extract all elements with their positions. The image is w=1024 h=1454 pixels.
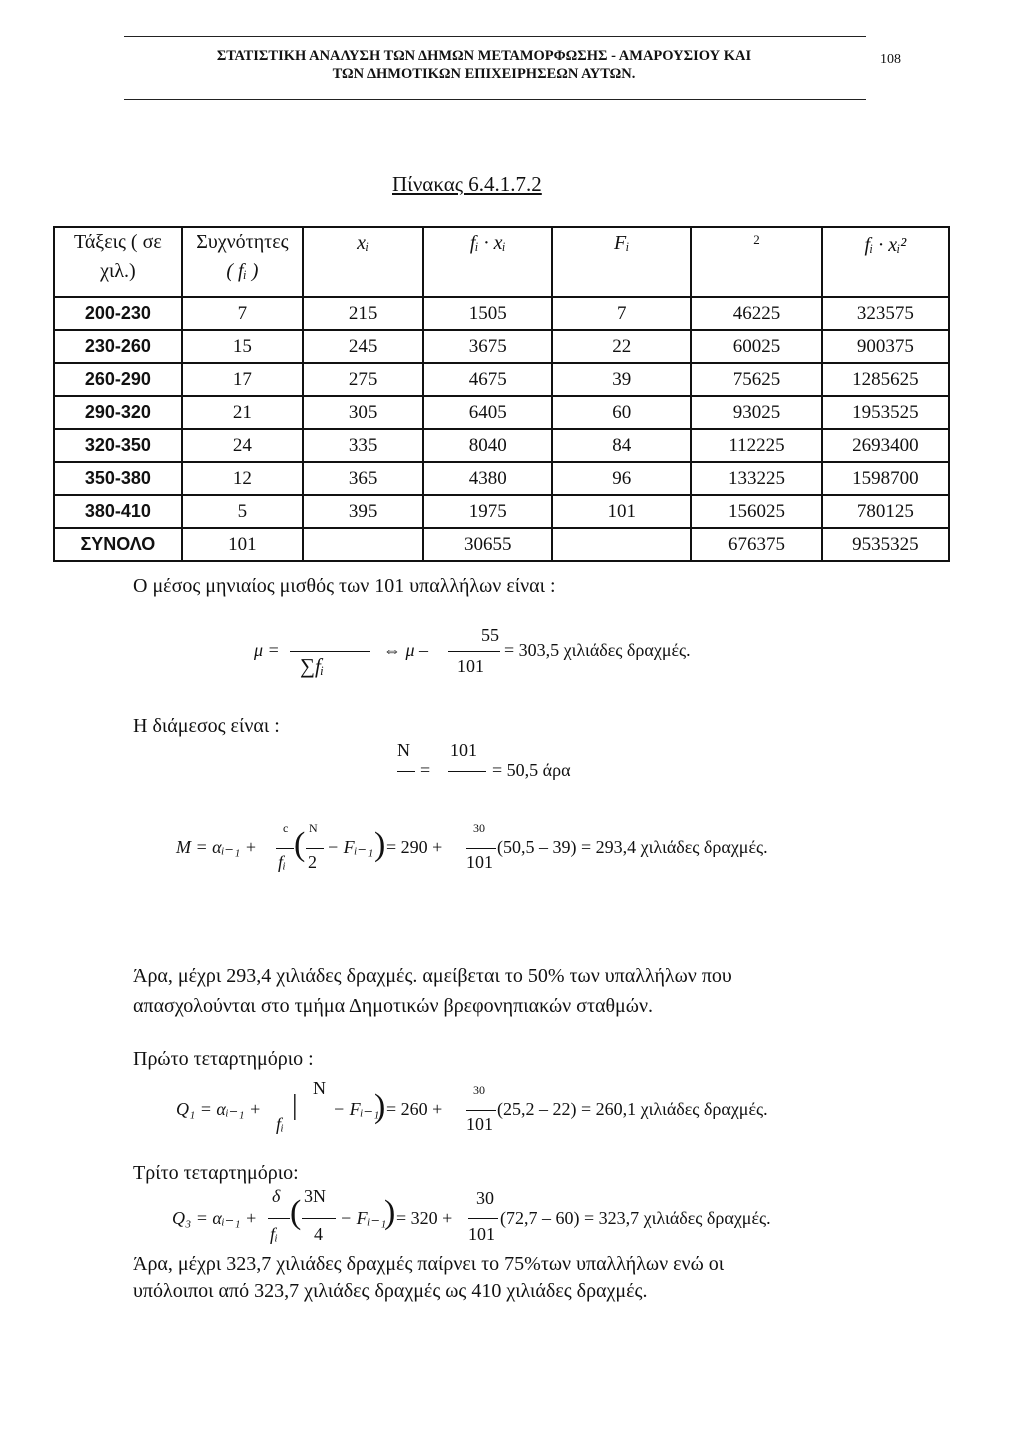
row-fx: 4675 (423, 363, 552, 396)
median-rhs1: = 290 + (386, 837, 443, 857)
mean-denominator: ∑fᵢ (300, 654, 325, 678)
row-fx: 8040 (423, 429, 552, 462)
q3-bar2 (468, 1218, 498, 1219)
q3-frac-den: fᵢ (270, 1224, 278, 1244)
total-x2: 676375 (691, 528, 821, 561)
row-freq: 17 (182, 363, 303, 396)
table-row (54, 396, 949, 429)
row-x2: 46225 (691, 297, 821, 330)
row-fx2: 2693400 (822, 429, 949, 462)
header-x2: 2 (691, 227, 821, 297)
table-row (54, 429, 949, 462)
mean-lhs: μ = (254, 640, 280, 660)
row-freq: 7 (182, 297, 303, 330)
q3-inner-den: 4 (314, 1224, 323, 1244)
header-top-rule (124, 36, 866, 37)
table-caption: Πίνακας 6.4.1.7.2 (392, 172, 542, 196)
median-conclusion-1: Άρα, μέχρι 293,4 χιλιάδες δραχμές. αμείβεται το 50% των υπαλλήλων που (133, 965, 732, 987)
total-f: 101 (182, 528, 303, 561)
table-row (54, 297, 949, 330)
q3-rhs2: (72,7 – 60) = 323,7 χιλιάδες δραχμές. (500, 1208, 771, 1228)
q3-frac-bar (268, 1218, 290, 1219)
row-freq: 21 (182, 396, 303, 429)
page-number: 108 (880, 52, 901, 67)
header-title-line2: ΤΩΝ ΔΗΜΟΤΙΚΩΝ ΕΠΙΧΕΙΡΗΣΕΩΝ ΑΥΤΩΝ. (332, 66, 636, 82)
row-fx2: 1285625 (822, 363, 949, 396)
row-freq: 5 (182, 495, 303, 528)
row-class: 350-380 (54, 462, 182, 495)
header-fx: fᵢ · xᵢ (423, 227, 552, 297)
table-row (54, 495, 949, 528)
median-inner-den: 2 (308, 852, 317, 872)
median-paren-close: ) (374, 826, 386, 863)
header-freq (182, 227, 303, 297)
mean-fraction-bar-2 (448, 651, 500, 652)
q1-den2: 101 (466, 1114, 493, 1134)
total-fx: 30655 (423, 528, 552, 561)
q1-inner-rest: − Fᵢ₋₁ (333, 1099, 380, 1119)
q1-paren-close: ) (374, 1088, 386, 1125)
row-x: 365 (303, 462, 423, 495)
q1-bar2 (466, 1110, 496, 1111)
mean-arrow: ⇔ μ – (383, 640, 429, 660)
row-fx: 4380 (423, 462, 552, 495)
header-classes: Τάξεις ( σε χιλ.) (54, 227, 182, 297)
n-half-bar (397, 771, 415, 772)
header-freq-symbol: ( fᵢ ) (226, 260, 259, 282)
total-F-empty (552, 528, 691, 561)
total-label: ΣΥΝΟΛΟ (54, 528, 182, 561)
mean-intro: Ο μέσος μηνιαίος μισθός των 101 υπαλλήλων είναι : (133, 575, 556, 597)
header-title-line1: ΣΤΑΤΙΣΤΙΚΗ ΑΝΑΛΥΣΗ ΤΩΝ ΔΗΜΩΝ ΜΕΤΑΜΟΡΦΩΣΗΣ - ΑΜΑΡΟΥΣΙΟΥ ΚΑΙ (216, 48, 752, 64)
q3-inner-rest: − Fᵢ₋₁ (340, 1208, 387, 1228)
q3-paren-close: ) (384, 1194, 396, 1231)
q3-intro: Τρίτο τεταρτημόριο: (133, 1162, 299, 1184)
row-x: 335 (303, 429, 423, 462)
mean-frac-den: 101 (457, 656, 484, 676)
row-fx2: 900375 (822, 330, 949, 363)
q3-conclusion-1: Άρα, μέχρι 323,7 χιλιάδες δραχμές παίρνει το 75%των υπαλλήλων ενώ οι (133, 1253, 725, 1275)
row-x2: 93025 (691, 396, 821, 429)
median-inner-num: N (309, 821, 318, 835)
row-F: 39 (552, 363, 691, 396)
q1-rhs1: = 260 + (386, 1099, 443, 1119)
row-class: 200-230 (54, 297, 182, 330)
row-x2: 156025 (691, 495, 821, 528)
mean-fraction-bar (290, 651, 370, 652)
n-half-bar-2 (448, 771, 486, 772)
frequency-table (53, 226, 950, 562)
row-F: 84 (552, 429, 691, 462)
row-F: 101 (552, 495, 691, 528)
q1-den: fᵢ (276, 1114, 284, 1134)
q3-frac-num: δ (272, 1186, 281, 1206)
row-class: 260-290 (54, 363, 182, 396)
median-bar2 (466, 848, 496, 849)
row-x2: 112225 (691, 429, 821, 462)
row-fx: 6405 (423, 396, 552, 429)
median-den2: 101 (466, 852, 493, 872)
q3-inner-num: 3N (304, 1186, 326, 1206)
row-F: 60 (552, 396, 691, 429)
table-row (54, 363, 949, 396)
row-F: 22 (552, 330, 691, 363)
header-fx2: fᵢ · xᵢ² (822, 227, 949, 297)
median-inner-bar (306, 848, 324, 849)
row-x: 215 (303, 297, 423, 330)
table-header-row (54, 227, 949, 297)
header-title (124, 47, 844, 83)
row-x: 395 (303, 495, 423, 528)
q1-intro: Πρώτο τεταρτημόριο : (133, 1048, 314, 1070)
row-x2: 60025 (691, 330, 821, 363)
row-class: 380-410 (54, 495, 182, 528)
q1-rhs2: (25,2 – 22) = 260,1 χιλιάδες δραχμές. (497, 1099, 768, 1119)
median-inner-rest: − Fᵢ₋₁ (327, 837, 374, 857)
header-freq-label: Συχνότητες (196, 231, 289, 253)
q1-inner-num: N (313, 1078, 326, 1098)
total-fx2: 9535325 (822, 528, 949, 561)
row-fx2: 323575 (822, 297, 949, 330)
row-fx2: 780125 (822, 495, 949, 528)
q1-lhs: Q₁ = αᵢ₋₁ + (176, 1099, 262, 1119)
row-x2: 75625 (691, 363, 821, 396)
median-intro: Η διάμεσος είναι : (133, 715, 280, 737)
mean-result: = 303,5 χιλιάδες δραχμές. (504, 640, 691, 660)
row-fx: 1975 (423, 495, 552, 528)
n-half-numerator-2: 101 (450, 740, 477, 760)
n-half-result: = 50,5 άρα (492, 760, 571, 780)
median-frac-den: fᵢ (278, 852, 286, 872)
q3-rhs1: = 320 + (396, 1208, 453, 1228)
table-total-row (54, 528, 949, 561)
row-fx: 3675 (423, 330, 552, 363)
header-F: Fᵢ (552, 227, 691, 297)
row-fx2: 1598700 (822, 462, 949, 495)
q3-den2: 101 (468, 1224, 495, 1244)
n-half-eq: = (420, 760, 431, 780)
n-half-numerator: N (397, 740, 410, 760)
row-freq: 12 (182, 462, 303, 495)
total-x-empty (303, 528, 423, 561)
mean-num: 55 (481, 625, 499, 645)
row-class: 320-350 (54, 429, 182, 462)
q3-num2: 30 (476, 1188, 494, 1208)
header-x: xᵢ (303, 227, 423, 297)
q3-inner-bar (302, 1218, 336, 1219)
q3-lhs: Q₃ = αᵢ₋₁ + (172, 1208, 258, 1228)
median-num2: 30 (473, 821, 485, 835)
q1-num2: 30 (473, 1083, 485, 1097)
median-paren-open: ( (294, 826, 306, 863)
median-conclusion-2: απασχολούνται στο τμήμα Δημοτικών βρεφονηπιακών σταθμών. (133, 995, 653, 1017)
row-x: 275 (303, 363, 423, 396)
row-x2: 133225 (691, 462, 821, 495)
median-lhs: M = αᵢ₋₁ + (176, 837, 257, 857)
row-F: 96 (552, 462, 691, 495)
row-fx2: 1953525 (822, 396, 949, 429)
table-row (54, 462, 949, 495)
row-freq: 15 (182, 330, 303, 363)
row-class: 230-260 (54, 330, 182, 363)
row-F: 7 (552, 297, 691, 330)
median-rhs2: (50,5 – 39) = 293,4 χιλιάδες δραχμές. (497, 837, 768, 857)
table-row (54, 330, 949, 363)
row-class: 290-320 (54, 396, 182, 429)
q1-paren-open: | (292, 1090, 298, 1121)
row-fx: 1505 (423, 297, 552, 330)
row-freq: 24 (182, 429, 303, 462)
row-x: 305 (303, 396, 423, 429)
q3-paren-open: ( (290, 1194, 302, 1231)
header-bottom-rule (124, 99, 866, 100)
row-x: 245 (303, 330, 423, 363)
median-frac-num: c (283, 821, 289, 835)
q3-conclusion-2: υπόλοιποι από 323,7 χιλιάδες δραχμές ως 410 χιλιάδες δραχμές. (133, 1280, 648, 1302)
median-frac-bar (276, 848, 294, 849)
